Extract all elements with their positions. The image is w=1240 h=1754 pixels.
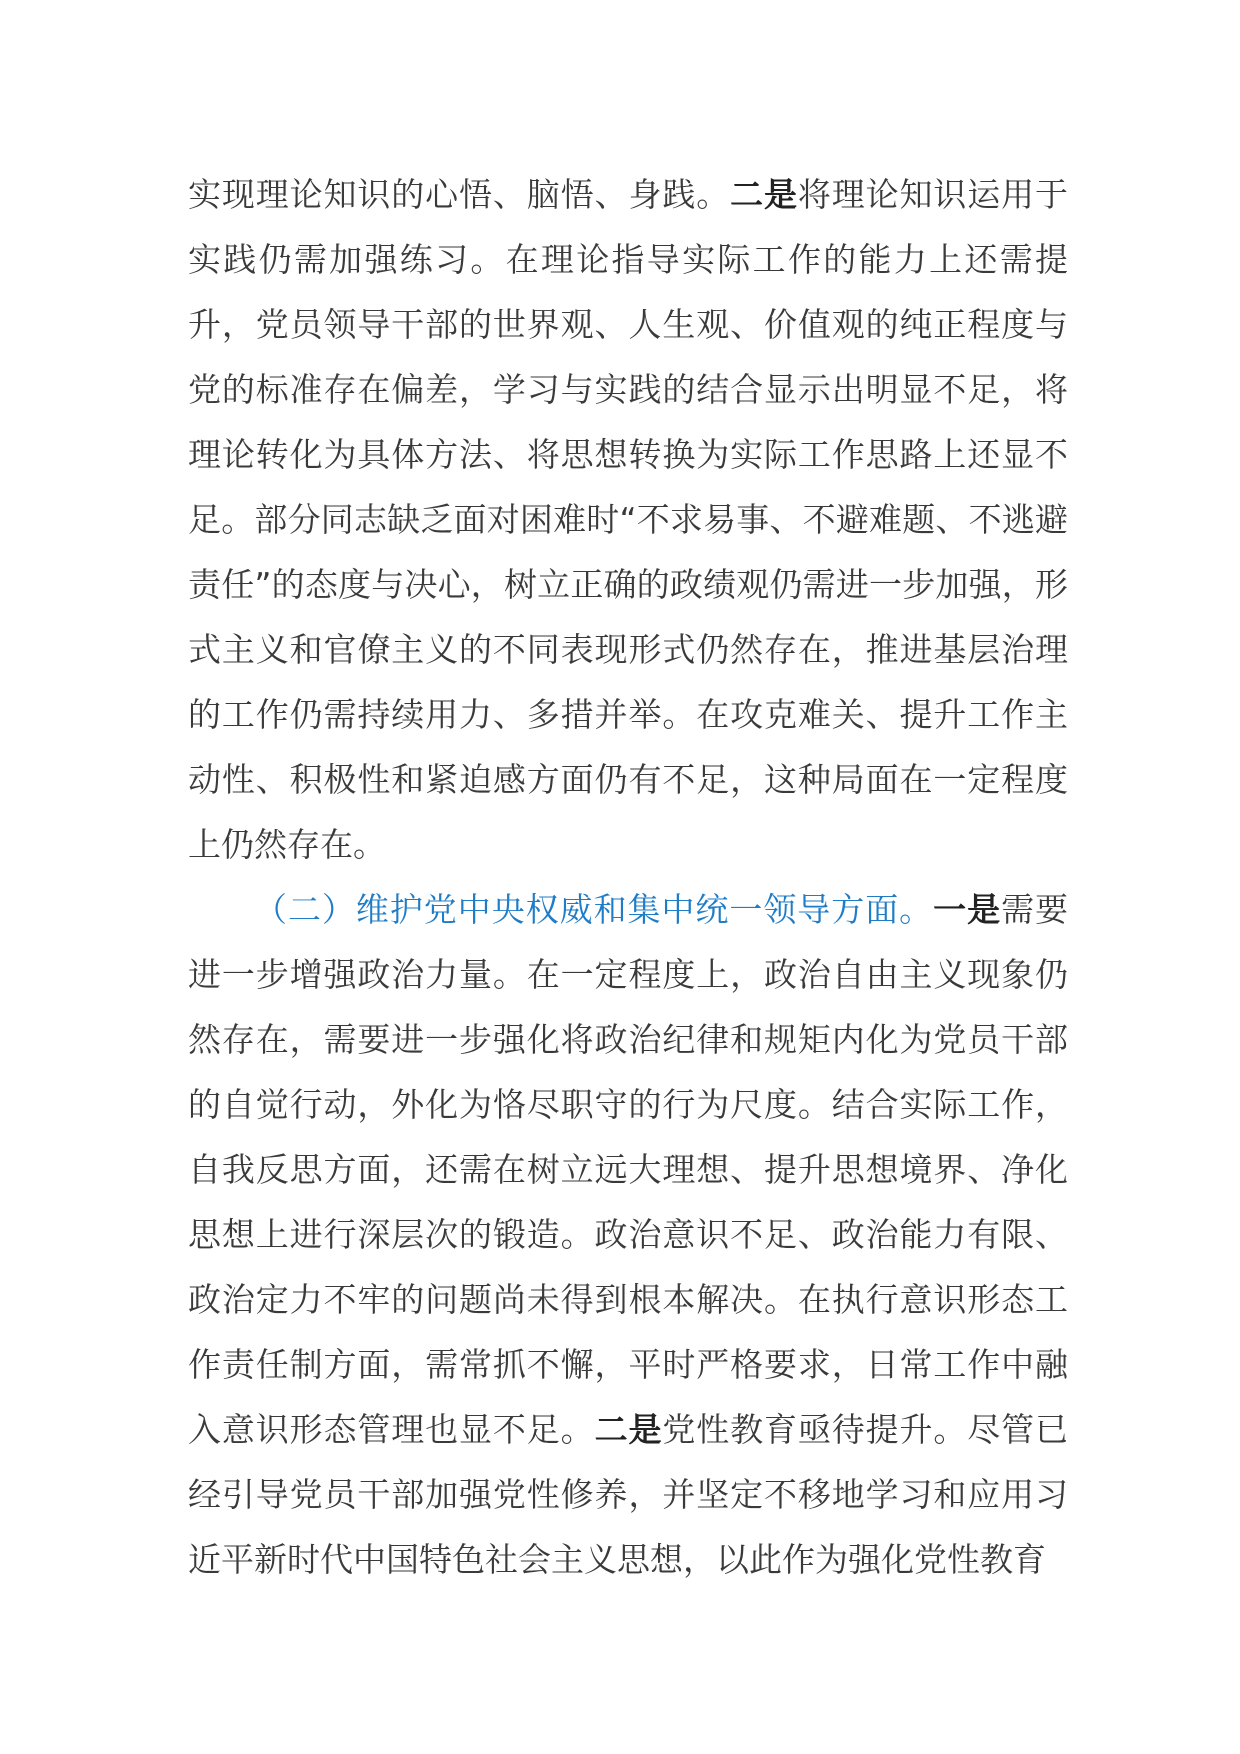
keyword-er-shi: 二是 bbox=[730, 175, 798, 214]
paragraph-2-body: 需要进一步增强政治力量。在一定程度上，政治自由主义现象仍然存在，需要进一步强化将政治纪律和规矩内化为党员干部的自觉行动，外化为恪尽职守的行为尺度。结合实际工作，自我反思方面，还需在树立远大理想、提升思想境界、净化思想上进行深层次的锻造。政治意识不足、政治能力有限、政治定力不牢的问题尚未得到根本解决。在执行意识形态工作责任制方面，需常抓不懈，平时严格要求，日常工作中融入意识形态管理也显不足。 bbox=[188, 890, 1069, 1449]
paragraph-1-body: 将理论知识运用于实践仍需加强练习。在理论指导实际工作的能力上还需提升，党员领导干部的世界观、人生观、价值观的纯正程度与党的标准存在偏差，学习与实践的结合显示出明显不足，将理论转化为具体方法、将思想转换为实际工作思路上还显不足。部分同志缺乏面对困难时“不求易事、不避难题、不逃避责任”的态度与决心，树立正确的政绩观仍需进一步加强，形式主义和官僚主义的不同表现形式仍然存在，推进基层治理的工作仍需持续用力、多措并举。在攻克难关、提升工作主动性、积极性和紧迫感方面仍有不足，这种局面在一定程度上仍然存在。 bbox=[188, 175, 1069, 864]
keyword-yi-shi: 一是 bbox=[933, 890, 1002, 929]
section-heading: （二）维护党中央权威和集中统一领导方面。 bbox=[254, 890, 934, 929]
paragraph-2-tail: 党性教育亟待提升。尽管已经引导党员干部加强党性修养，并坚定不移地学习和应用习近平新时代中国特色社会主义思想，以此作为强化党性教育 bbox=[188, 1410, 1069, 1579]
body-text bbox=[188, 162, 1068, 1592]
keyword-er-shi-2: 二是 bbox=[594, 1410, 663, 1449]
paragraph-2 bbox=[188, 877, 1068, 1592]
paragraph-1 bbox=[188, 162, 1068, 877]
paragraph-1-lead: 实现理论知识的心悟、脑悟、身践。 bbox=[188, 175, 731, 214]
